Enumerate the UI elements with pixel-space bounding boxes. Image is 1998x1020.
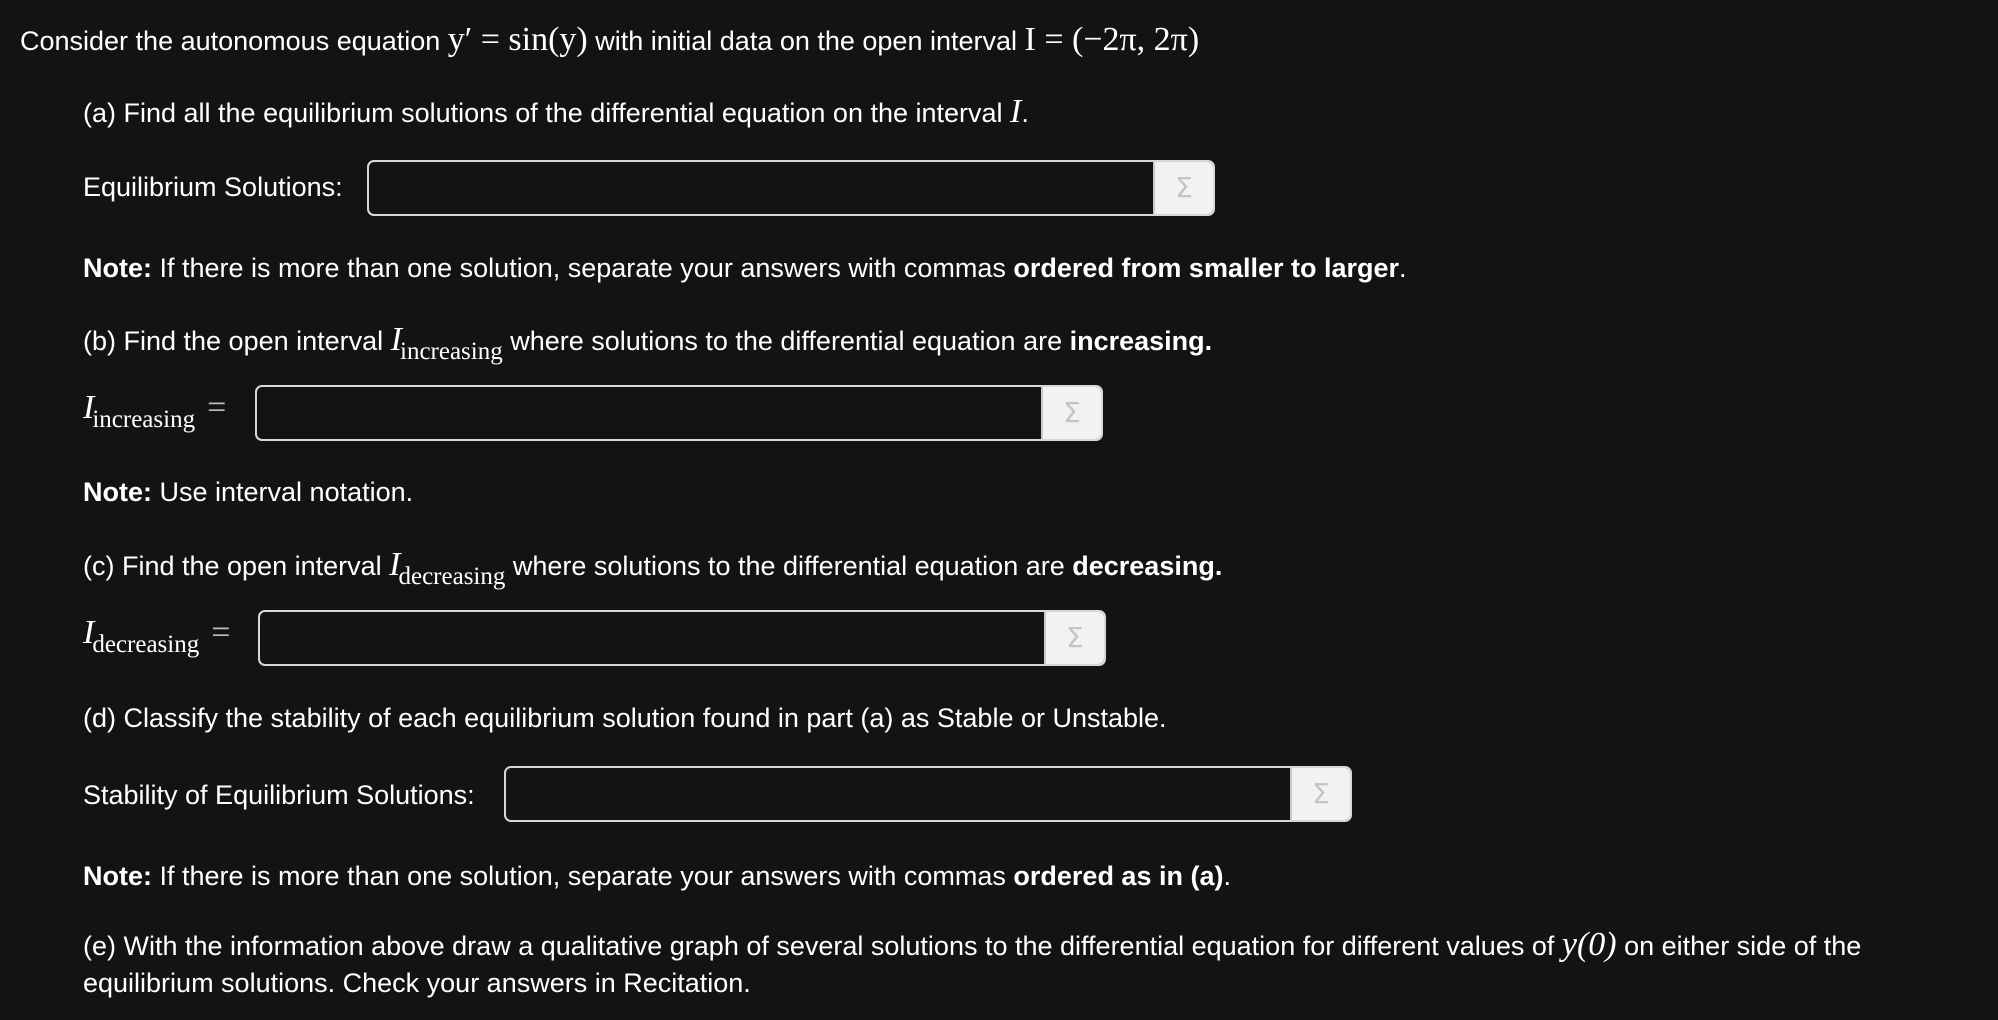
stability-input[interactable] <box>506 768 1290 820</box>
part-c-question: (c) Find the open interval Idecreasing where solutions to the differential equation are decreasing. <box>83 546 1223 590</box>
increasing-label: Iincreasing = <box>83 389 227 433</box>
decreasing-label: Idecreasing = <box>83 614 231 658</box>
sigma-icon[interactable]: Σ <box>1044 612 1104 664</box>
equation: y′ = sin(y) <box>447 21 588 58</box>
stability-label: Stability of Equilibrium Solutions: <box>83 780 475 810</box>
part-e-question: (e) With the information above draw a qualitative graph of several solutions to the differential equation for different values of y(0) on either side of the <box>83 926 1862 963</box>
sigma-icon[interactable]: Σ <box>1290 768 1350 820</box>
stability-field <box>504 766 1352 822</box>
equilibrium-field <box>367 160 1215 216</box>
part-d-note: Note: If there is more than one solution, separate your answers with commas ordered as in (a). <box>83 861 1231 891</box>
part-b-note: Note: Use interval notation. <box>83 477 414 507</box>
interval: I = (−2π, 2π) <box>1024 21 1200 58</box>
equilibrium-label: Equilibrium Solutions: <box>83 172 343 202</box>
part-d-question: (d) Classify the stability of each equilibrium solution found in part (a) as Stable or Unstable. <box>83 703 1167 733</box>
part-e-question-line2: equilibrium solutions. Check your answers in Recitation. <box>83 968 751 998</box>
problem-statement: Consider the autonomous equation y′ = sin(y) with initial data on the open interval I = (−2π, 2π) <box>20 21 1200 58</box>
decreasing-field <box>258 610 1106 666</box>
sigma-icon[interactable]: Σ <box>1153 162 1213 214</box>
part-b-question: (b) Find the open interval Iincreasing where solutions to the differential equation are increasing. <box>83 321 1213 365</box>
part-a-question: (a) Find all the equilibrium solutions of the differential equation on the interval I. <box>83 93 1029 130</box>
increasing-input[interactable] <box>257 387 1041 439</box>
increasing-field <box>255 385 1103 441</box>
equilibrium-input[interactable] <box>369 162 1153 214</box>
sigma-icon[interactable]: Σ <box>1041 387 1101 439</box>
decreasing-input[interactable] <box>260 612 1044 664</box>
part-a-note: Note: If there is more than one solution, separate your answers with commas ordered from smaller to larger. <box>83 253 1407 283</box>
